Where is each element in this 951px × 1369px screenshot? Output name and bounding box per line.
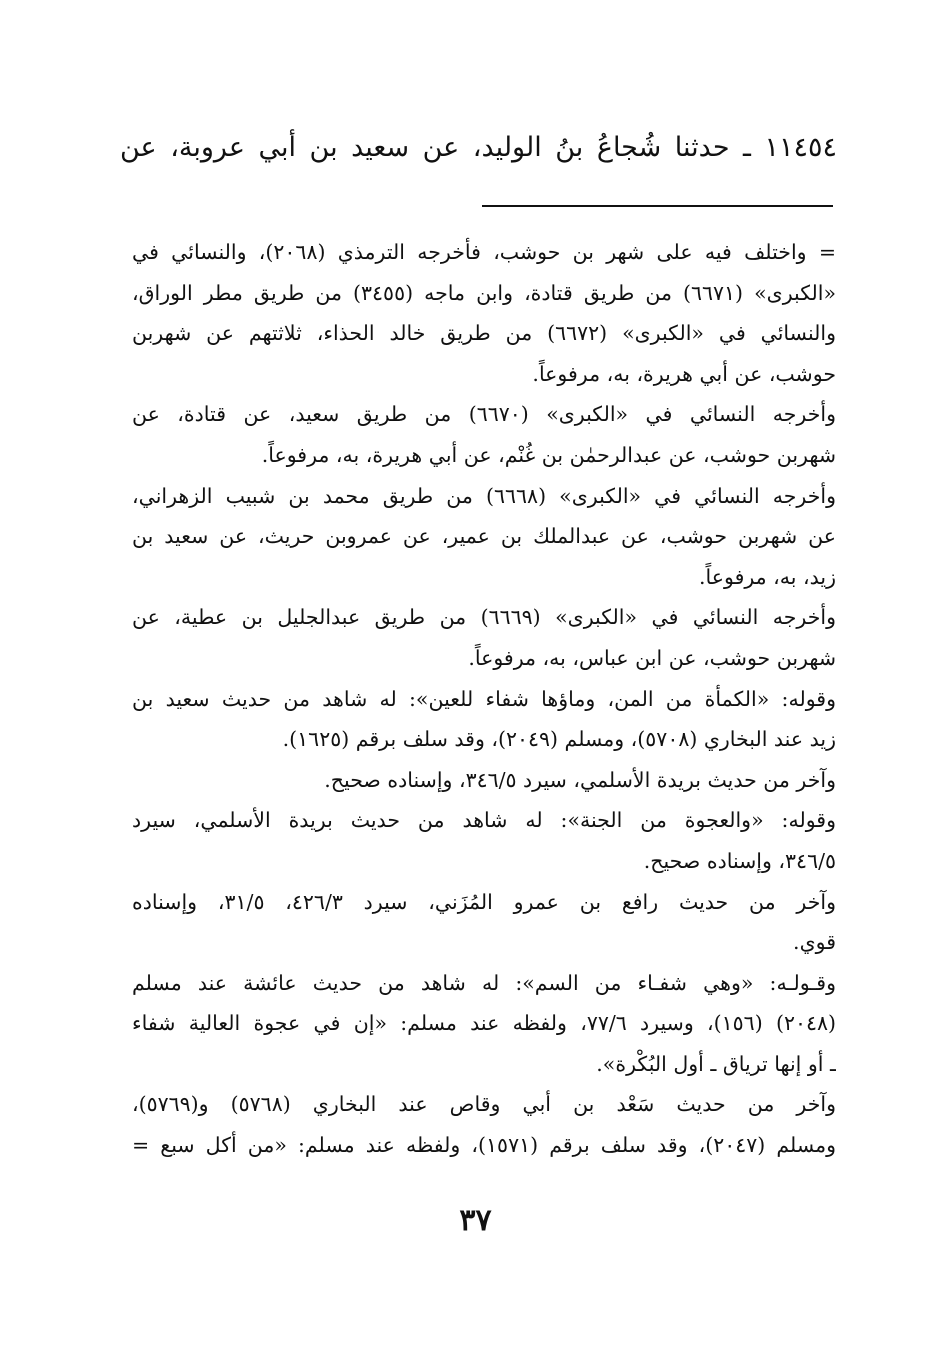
footnote-line: وقوله: «والعجوة من الجنة»: له شاهد من حديث بريدة الأسلمي، سيرد	[132, 808, 836, 833]
footnote-line: وآخر من حديث سَعْد بن أبي وقاص عند البخاري (٥٧٦٨) و(٥٧٦٩)،	[132, 1092, 836, 1117]
footnote-separator	[482, 205, 833, 207]
footnotes	[132, 232, 836, 1166]
footnote-line: ٣٤٦/٥، وإسناده صحيح.	[643, 848, 836, 873]
footnote-line: وقـولـه: «وهي شفـاء من السم»: له شاهد من حديث عائشة عند مسلم	[132, 970, 836, 995]
footnote-line: ـ أو إنها ترياق ـ أول البُكْرة».	[596, 1051, 836, 1076]
footnote-line: ومسلم (٢٠٤٧)، وقد سلف برقم (١٥٧١)، ولفظه عند مسلم: «من أكل سبع =	[132, 1133, 836, 1158]
footnote-line: «الكبرى» (٦٦٧١) من طريق قتادة، وابن ماجه (٣٤٥٥) من طريق مطر الوراق،	[132, 280, 836, 305]
footnote-line: زيد عند البخاري (٥٧٠٨)، ومسلم (٢٠٤٩)، وقد سلف برقم (١٦٢٥).	[282, 727, 836, 752]
footnote-line: قوي.	[793, 930, 836, 955]
footnote-line: شهربن حوشب، عن ابن عباس، به، مرفوعاً.	[468, 645, 836, 670]
footnote-line: (٢٠٤٨) (١٥٦)، وسيرد ٧٧/٦، ولفظه عند مسلم: «إن في عجوة العالية شفاء	[132, 1011, 836, 1036]
footnote-line: = واختلف فيه على شهر بن حوشب، فأخرجه الترمذي (٢٠٦٨)، والنسائي في	[132, 240, 836, 264]
footnote-line: حوشب، عن أبي هريرة، به، مرفوعاً.	[532, 361, 836, 386]
hadith-text: ١١٤٥٤ ـ حدثنا شُجاعُ بنُ الوليد، عن سعيد بن أبي عروبة، عن	[120, 132, 837, 163]
page-number: ٣٧	[459, 1203, 492, 1238]
footnote-line: وآخر من حديث رافع بن عمرو المُزَني، سيرد ٤٢٦/٣، ٣١/٥، وإسناده	[132, 889, 836, 914]
footnote-line: وآخر من حديث بريدة الأسلمي، سيرد ٣٤٦/٥، وإسناده صحيح.	[324, 767, 836, 792]
footnote-line: وأخرجه النسائي في «الكبرى» (٦٦٧٠) من طريق سعيد، عن قتادة، عن	[132, 402, 836, 427]
footnote-line: والنسائي في «الكبرى» (٦٦٧٢) من طريق خالد الحذاء، ثلاثتهم عن شهربن	[132, 321, 836, 346]
footnote-line: وأخرجه النسائي في «الكبرى» (٦٦٦٨) من طريق محمد بن شبيب الزهراني،	[132, 483, 836, 508]
footnote-line: شهربن حوشب، عن عبدالرحمٰن بن غُنْم، عن أبي هريرة، به، مرفوعاً.	[261, 442, 836, 467]
footnote-line: وقوله: «الكمأة من المن، وماؤها شفاء للعين»: له شاهد من حديث سعيد بن	[132, 686, 836, 711]
footnote-line: عن شهربن حوشب، عن عبدالملك بن عمير، عن عمروبن حريث، عن سعيد بن	[132, 524, 836, 549]
footnote-line: زيد، به، مرفوعاً.	[698, 564, 836, 589]
footnote-line: وأخرجه النسائي في «الكبرى» (٦٦٦٩) من طريق عبدالجليل بن عطية، عن	[132, 605, 836, 630]
